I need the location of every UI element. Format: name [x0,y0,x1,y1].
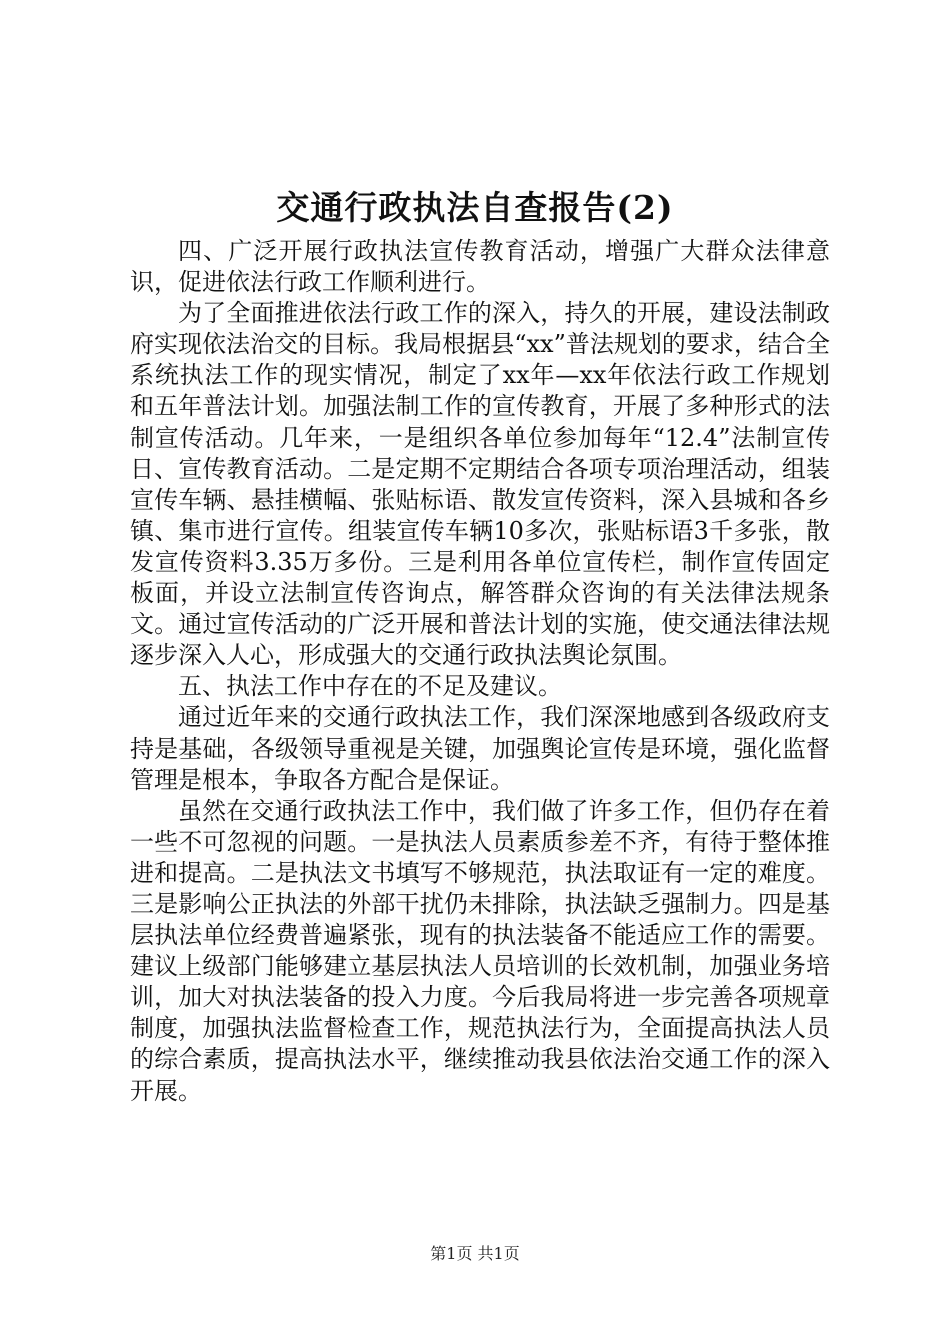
paragraph-section-five: 五、执法工作中存在的不足及建议。 [178,672,562,701]
page-footer: 第1页 共1页 [430,1244,520,1263]
paragraph-publicity-activities: 为了全面推进依法行政工作的深入，持久的开展，建设法制政府实现依法治交的目标。我局根据县“xx”普法规划的要求，结合全系统执法工作的现实情况，制定了xx年—xx年依法行政工作规划和五年普法计划。加强法制工作的宣传教育，开展了多种形式的法制宣传活动。几年来，一是组织各单位参加每年“12.4”法制宣传日、宣传教育活动。二是定期不定期结合各项专项治理活动，组装宣传车辆、悬挂横幅、张贴标语、散发宣传资料，深入县城和各乡镇、集市进行宣传。组装宣传车辆10多次，张贴标语3千多张，散发宣传资料3.35万多份。三是利用各单位宣传栏，制作宣传固定板面，并设立法制宣传咨询点，解答群众咨询的有关法律法规条文。通过宣传活动的广泛开展和普法计划的实施，使交通法律法规逐步深入人心，形成强大的交通行政执法舆论氛围。 [130,299,830,670]
paragraph-section-four: 四、广泛开展行政执法宣传教育活动，增强广大群众法律意识，促进依法行政工作顺利进行。 [130,237,830,297]
document-body [130,236,830,1107]
document-title: 交通行政执法自查报告(2) [276,188,674,227]
paragraph-experience: 通过近年来的交通行政执法工作，我们深深地感到各级政府支持是基础，各级领导重视是关键，加强舆论宣传是环境，强化监督管理是根本，争取各方配合是保证。 [130,703,830,794]
paragraph-problems-suggestions: 虽然在交通行政执法工作中，我们做了许多工作，但仍存在着一些不可忽视的问题。一是执法人员素质参差不齐，有待于整体推进和提高。二是执法文书填写不够规范，执法取证有一定的难度。三是影响公正执法的外部干扰仍未排除，执法缺乏强制力。四是基层执法单位经费普遍紧张，现有的执法装备不能适应工作的需要。建议上级部门能够建立基层执法人员培训的长效机制，加强业务培训，加大对执法装备的投入力度。今后我局将进一步完善各项规章制度，加强执法监督检查工作，规范执法行为，全面提高执法人员的综合素质，提高执法水平，继续推动我县依法治交通工作的深入开展。 [130,796,830,1105]
